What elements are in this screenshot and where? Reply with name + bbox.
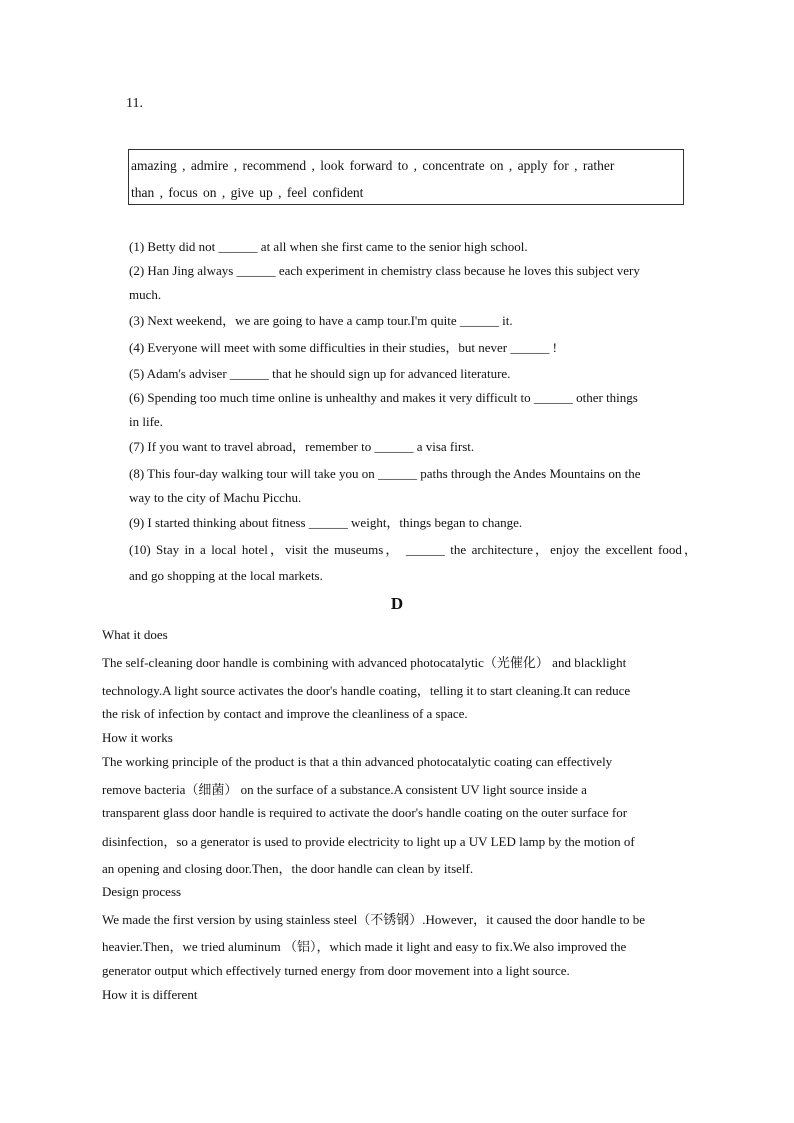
exercise-item-2-cont: much. — [129, 287, 162, 302]
exercise-item-1: (1) Betty did not ______ at all when she first came to the senior high school. — [129, 239, 528, 254]
exercise-item-9: (9) I started thinking about fitness ______ weight，things began to change. — [129, 515, 523, 530]
exercise-item-6-cont: in life. — [129, 414, 163, 429]
exercise-item-5: (5) Adam's adviser ______ that he should sign up for advanced literature. — [129, 366, 511, 381]
exercise-item-4: (4) Everyone will meet with some difficulties in their studies，but never ______ ! — [129, 340, 557, 355]
passage-line: The working principle of the product is that a thin advanced photocatalytic coating can effectively — [102, 754, 613, 769]
exercise-item-10-cont: and go shopping at the local markets. — [129, 568, 323, 583]
passage-line: technology.A light source activates the door's handle coating，telling it to start cleaning.It can reduce — [102, 683, 631, 698]
exercise-item-3: (3) Next weekend，we are going to have a camp tour.I'm quite ______ it. — [129, 313, 513, 328]
passage-line: an opening and closing door.Then，the door handle can clean by itself. — [102, 861, 474, 876]
exercise-item-7: (7) If you want to travel abroad，remember to ______ a visa first. — [129, 439, 475, 454]
passage-line: heavier.Then，we tried aluminum （铝），which made it light and easy to fix.We also improved the — [102, 939, 627, 954]
heading-how-it-is-different: How it is different — [102, 987, 198, 1002]
exercise-item-8-cont: way to the city of Machu Picchu. — [129, 490, 302, 505]
passage-line: disinfection，so a generator is used to provide electricity to light up a UV LED lamp by the motion of — [102, 834, 635, 849]
passage-line: We made the first version by using stainless steel（不锈钢）.However，it caused the door handle to be — [102, 912, 646, 927]
exercise-item-8: (8) This four-day walking tour will take you on ______ paths through the Andes Mountains on the — [129, 466, 641, 481]
passage-line: transparent glass door handle is required to activate the door's handle coating on the outer surface for — [102, 805, 628, 820]
heading-design-process: Design process — [102, 884, 182, 899]
heading-how-it-works: How it works — [102, 730, 173, 745]
exercise-item-2: (2) Han Jing always ______ each experiment in chemistry class because he loves this subject very — [129, 263, 640, 278]
word-bank-line-1: amazing , admire , recommend , look forward to , concentrate on , apply for , rather — [131, 158, 615, 173]
heading-what-it-does: What it does — [102, 627, 168, 642]
question-number: 11. — [126, 96, 143, 111]
exercise-item-10: (10) Stay in a local hotel，visit the museums， ______ the architecture，enjoy the excellent food， — [129, 542, 697, 557]
passage-line: the risk of infection by contact and improve the cleanliness of a space. — [102, 706, 468, 721]
section-title: D — [390, 594, 404, 613]
exercise-item-6: (6) Spending too much time online is unhealthy and makes it very difficult to ______ other things — [129, 390, 638, 405]
word-bank-box — [128, 149, 684, 205]
word-bank-line-2: than , focus on , give up , feel confident — [131, 185, 364, 200]
passage-line: generator output which effectively turned energy from door movement into a light source. — [102, 963, 570, 978]
passage-line: remove bacteria（细菌） on the surface of a substance.A consistent UV light source inside a — [102, 782, 587, 797]
passage-line: The self-cleaning door handle is combining with advanced photocatalytic（光催化） and blacklight — [102, 655, 627, 670]
